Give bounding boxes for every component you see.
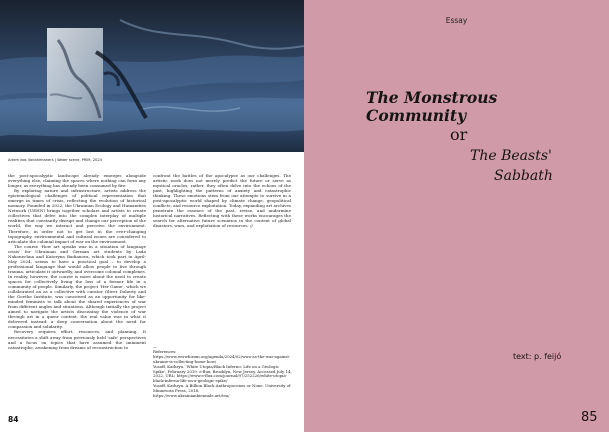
title-line-1: The Monstrous — [366, 88, 498, 107]
page-number: 84 — [8, 415, 19, 424]
subtitle-line-1: The Beasts' — [470, 148, 552, 164]
references-divider: — — [153, 344, 157, 349]
paragraph: Recovery requires effort, resources, and planning. It necessitates a shift away from previously held 'safe' perspectives and a focus on topics that have assumed the imminent catastrophe, awakening from dreams of reconstruction to — [8, 329, 146, 350]
paragraph: confront the battles of the apocalypse as our challenges. The artistic work does not merely predict the future or serve as mystical oracles; rather, they often delve into the echoes of the past, highlighting the patterns of anxiety and catastrophic thinking. These emotions stem from our attempts to survive in a post-apocalyptic world shaped by climate change, geopolitical conflicts, and resource exploitation. Today, expanding art archives penetrate the essence of the past, revise, and undermine historical narratives. Reflecting with these works encourages the search for alternative future scenarios in the context of global disasters, wars, and exploitation of resources. // — [153, 173, 291, 229]
subtitle-line-2: Sabbath — [494, 168, 553, 184]
reference-link[interactable]: https://www.wwwforum.org/agenda/2024/02/wwo-as-the-war-against-ukraine-is-collecting-home-how/ — [153, 353, 291, 364]
title-conjunction: or — [450, 125, 468, 144]
reference-link[interactable]: https://www.ukrainianbiennale.art/tea/ — [153, 393, 230, 399]
section-label: Essay — [445, 16, 468, 25]
page-number: 85 — [581, 410, 598, 425]
image-caption: Artem dos Varlahimaners | Water scene, PRIM, 2024 — [8, 158, 102, 162]
artwork-photo-graphic — [0, 0, 304, 152]
artwork-photo — [0, 0, 304, 152]
body-column-1 — [8, 173, 146, 350]
left-page — [0, 0, 304, 432]
references — [153, 345, 293, 399]
references-heading: References: — [153, 348, 177, 354]
reference-item: Yusoff, Kathryn. A Billion Black Anthropocenes or None. University of Minnesota Press, 2018. — [153, 383, 291, 394]
body-column-2 — [153, 173, 291, 229]
title-line-2: Community — [366, 106, 467, 125]
reference-item: Yusoff, Kathryn. 'White Utopia/Black Inferno: Life on a Geologic Spike', February 2019. e-flux, Brooklyn, New Jersey. Accessed July 14, 2022. URL: https://www.e-flux.com/journal/97/252226/white-utopia-black-inferno-life-on-a-geologic-spike/ — [153, 363, 292, 384]
right-page — [304, 0, 609, 432]
paragraph: The course 'How art speaks war in a situation of language crisis' for Ukrainian and German art students by Lada Nakonechna and Kateryna Badianova, which took part in April-May 2024, seems to have a practical goal – to develop a professional language that would allow people to live through trauma, articulate it outwardly, and overcome colonial complexes. In reality, however, the course is more about the need to create spaces for collectively living the loss of a former life in a community of people. Similarly, the project 'Her Game', which we collaborated on as a collective with curator Oliver Doherty and the Goethe Institute, was conceived as an opportunity for like-minded feminists to talk about the shared experiences of war from different angles and situations. Although initially the project aimed to navigate the artists discussing the violence of war through art in a queer context, the real value was in what it delivered instead: a deep conversation about the need for compassion and solidarity. — [8, 243, 146, 330]
author-byline: text: p. feijó — [513, 352, 562, 361]
paragraph: By exploring nature and infrastructure, artists address the epistemological challenges of political representation that emerge in times of crisis, reflecting the evolution of historical memory. Founded in 2022, the Ukrainian Ecology and Humanities Network (UEHN) brings together scholars and artists to create collectives that delve into the complex interplay of multiple realities that constantly disrupt and change our perception of the world, the way we interact and perceive the environment. Therefore, in order not to get lost in the ever-changing topography, environmental and cultural issues are considered to articulate the colonial impact of war on the environment. — [8, 188, 146, 244]
paragraph: the post-apocalyptic landscape already emerges alongside everything else, claiming the spaces where nothing can form any longer, as everything has already been consumed by fire. — [8, 173, 146, 189]
